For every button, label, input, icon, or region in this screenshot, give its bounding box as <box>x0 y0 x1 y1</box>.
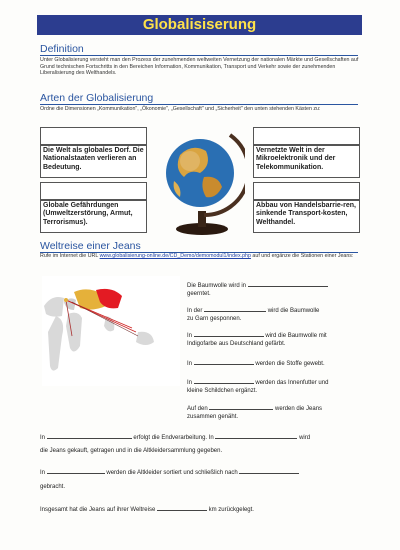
jeans-intro <box>40 253 362 260</box>
text-box-gefaehrdungen: Globale Gefährdungen (Umweltzerstörung, Armut, Terrorismus). <box>40 200 147 233</box>
jeans-line-7: In erfolgt die Endverarbeitung. In wird <box>40 431 310 443</box>
arten-heading: Arten der Globalisierung <box>40 92 358 105</box>
globe-image <box>160 125 245 237</box>
jeans-item-6: Auf den werden die Jeans zusammen genäht. <box>187 402 322 421</box>
blank-field[interactable] <box>47 431 132 439</box>
blank-field[interactable] <box>248 279 328 287</box>
definition-text: Unter Globalisierung versteht man den Prozess der zunehmenden weltweiten Vernetzung der nationalen Märkte und Gesellschaften auf Grund technischen Fortschritts in den Bereichen Information, Kommunikation, Transport und Verkehr sowie der zunehmenden Liberalisierung des Welthandels. <box>40 57 359 77</box>
blank-field[interactable] <box>194 376 254 384</box>
jeans-item-3: In wird die Baumwolle mit Indigofarbe aus Deutschland gefärbt. <box>187 329 327 348</box>
definition-heading: Definition <box>40 43 358 56</box>
jeans-heading: Weltreise einer Jeans <box>40 240 358 253</box>
text-box-handel: Abbau von Handelsbarrie-ren, sinkende Transport-kosten, Welthandel. <box>253 200 360 233</box>
jeans-item-4: In werden die Stoffe gewebt. <box>187 357 325 369</box>
answer-box-4[interactable] <box>253 182 360 200</box>
world-map-image <box>42 276 180 386</box>
blank-field[interactable] <box>194 357 254 365</box>
jeans-line-8: In werden die Altkleider sortiert und schließlich nach <box>40 466 299 478</box>
jeans-item-5: In werden das Innenfutter und kleine Schildchen ergänzt. <box>187 376 328 395</box>
blank-field[interactable] <box>239 466 299 474</box>
jeans-line-7b: die Jeans gekauft, getragen und in die Altkleidersammlung gegeben. <box>40 448 223 454</box>
jeans-intro-b: auf und ergänze die Stationen einer Jeans: <box>252 253 354 259</box>
blank-field[interactable] <box>209 402 273 410</box>
arten-instruction: Ordne die Dimensionen „Kommunikation", „Ökonomie", „Gesellschaft" und „Sicherheit" den unten stehenden Kästen zu: <box>40 106 321 112</box>
jeans-line-8b: gebracht. <box>40 484 66 490</box>
answer-box-3[interactable] <box>40 182 147 200</box>
blank-field[interactable] <box>215 431 297 439</box>
answer-box-1[interactable] <box>40 127 147 145</box>
jeans-line-9: Insgesamt hat die Jeans auf ihrer Weltreise km zurückgelegt. <box>40 503 254 515</box>
jeans-intro-a: Rufe im Internet die URL <box>40 253 99 259</box>
page-title: Globalisiserung <box>37 15 362 35</box>
answer-box-2[interactable] <box>253 127 360 145</box>
text-box-vernetzte-welt: Vernetzte Welt in der Mikroelektronik und der Telekommunikation. <box>253 145 360 178</box>
blank-field[interactable] <box>47 466 105 474</box>
blank-field[interactable] <box>204 304 266 312</box>
jeans-url-link[interactable]: www.globalisierung-online.de/CD_Demo/demomodul1/index.php <box>99 253 251 259</box>
blank-field[interactable] <box>194 329 264 337</box>
jeans-item-1: Die Baumwolle wird in geerntet. <box>187 279 328 298</box>
blank-field[interactable] <box>157 503 207 511</box>
text-box-global-village: Die Welt als globales Dorf. Die Nationalstaaten verlieren an Bedeutung. <box>40 145 147 178</box>
jeans-item-2: In der wird die Baumwolle zu Garn gesponnen. <box>187 304 319 323</box>
